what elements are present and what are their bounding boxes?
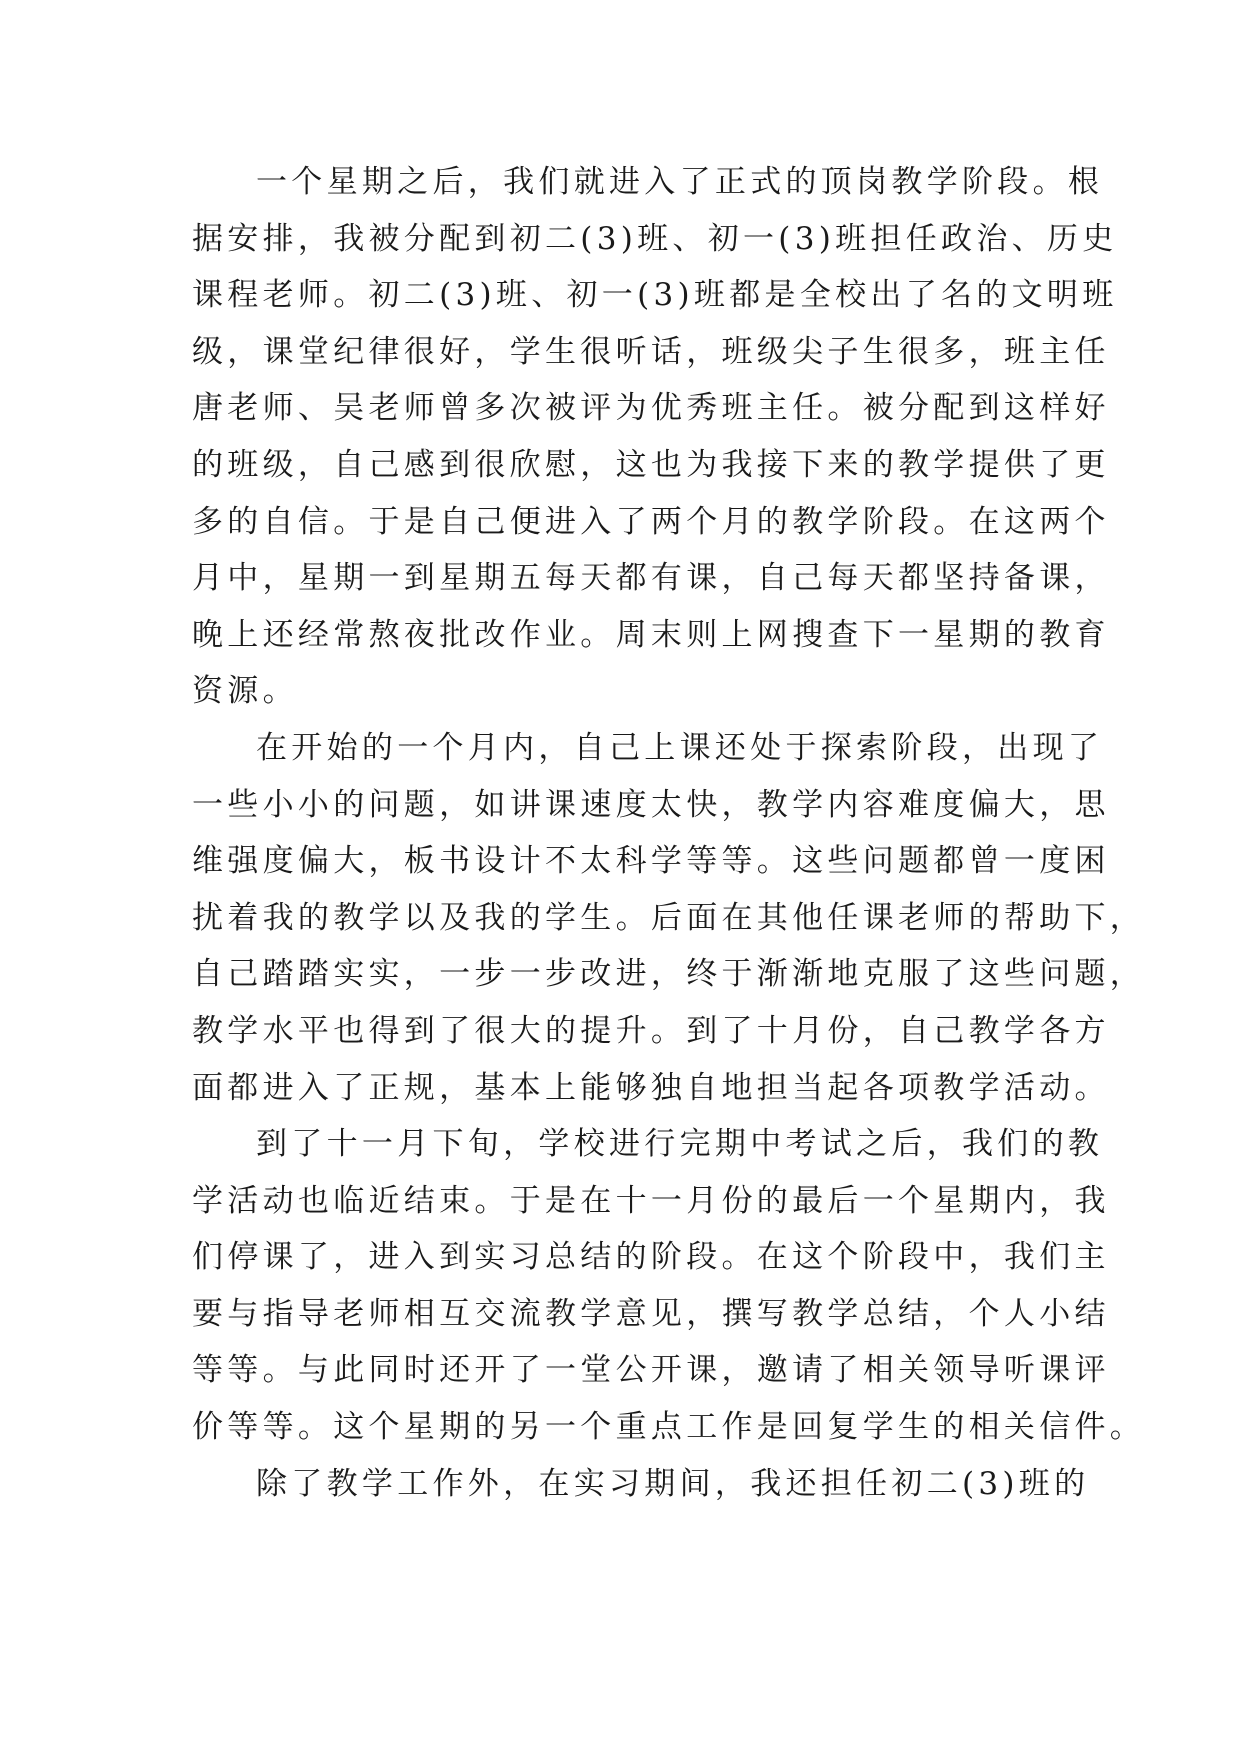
- paragraph-2: [192, 720, 1146, 1116]
- text-line: 课程老师。初二(3)班、初一(3)班都是全校出了名的文明班: [192, 277, 1118, 314]
- text-line: 维强度偏大，板书设计不太科学等等。这些问题都曾一度困: [192, 843, 1110, 880]
- text-line: 教学水平也得到了很大的提升。到了十月份，自己教学各方: [192, 1012, 1110, 1049]
- text-line: 在开始的一个月内，自己上课还处于探索阶段，出现了: [256, 729, 1104, 766]
- text-line: 一些小小的问题，如讲课速度太快，教学内容难度偏大，思: [192, 786, 1110, 823]
- paragraph-4: [192, 1456, 1090, 1513]
- text-line: 学活动也临近结束。于是在十一月份的最后一个星期内，我: [192, 1182, 1110, 1219]
- text-line: 唐老师、吴老师曾多次被评为优秀班主任。被分配到这样好: [192, 390, 1110, 427]
- text-line: 的班级，自己感到很欣慰，这也为我接下来的教学提供了更: [192, 446, 1110, 483]
- text-line: 资源。: [192, 673, 298, 710]
- text-line: 除了教学工作外，在实习期间，我还担任初二(3)班的: [256, 1465, 1090, 1502]
- text-line: 多的自信。于是自己便进入了两个月的教学阶段。在这两个: [192, 503, 1110, 540]
- text-line: 月中，星期一到星期五每天都有课，自己每天都坚持备课，: [192, 560, 1110, 597]
- text-line: 到了十一月下旬，学校进行完期中考试之后，我们的教: [256, 1126, 1104, 1163]
- text-line: 自己踏踏实实，一步一步改进，终于渐渐地克服了这些问题，: [192, 956, 1146, 993]
- text-line: 要与指导老师相互交流教学意见，撰写教学总结，个人小结: [192, 1295, 1110, 1332]
- text-line: 级，课堂纪律很好，学生很听话，班级尖子生很多，班主任: [192, 333, 1110, 370]
- text-line: 据安排，我被分配到初二(3)班、初一(3)班担任政治、历史: [192, 220, 1118, 257]
- text-line: 扰着我的教学以及我的学生。后面在其他任课老师的帮助下，: [192, 899, 1146, 936]
- text-line: 价等等。这个星期的另一个重点工作是回复学生的相关信件。: [192, 1409, 1146, 1446]
- document-body: [192, 154, 1146, 1512]
- paragraph-1: [192, 154, 1118, 720]
- text-line: 等等。与此同时还开了一堂公开课，邀请了相关领导听课评: [192, 1352, 1110, 1389]
- text-line: 晚上还经常熬夜批改作业。周末则上网搜查下一星期的教育: [192, 616, 1110, 653]
- text-line: 一个星期之后，我们就进入了正式的顶岗教学阶段。根: [256, 164, 1104, 200]
- paragraph-3: [192, 1116, 1146, 1456]
- text-line: 面都进入了正规，基本上能够独自地担当起各项教学活动。: [192, 1069, 1110, 1106]
- text-line: 们停课了，进入到实习总结的阶段。在这个阶段中，我们主: [192, 1239, 1110, 1276]
